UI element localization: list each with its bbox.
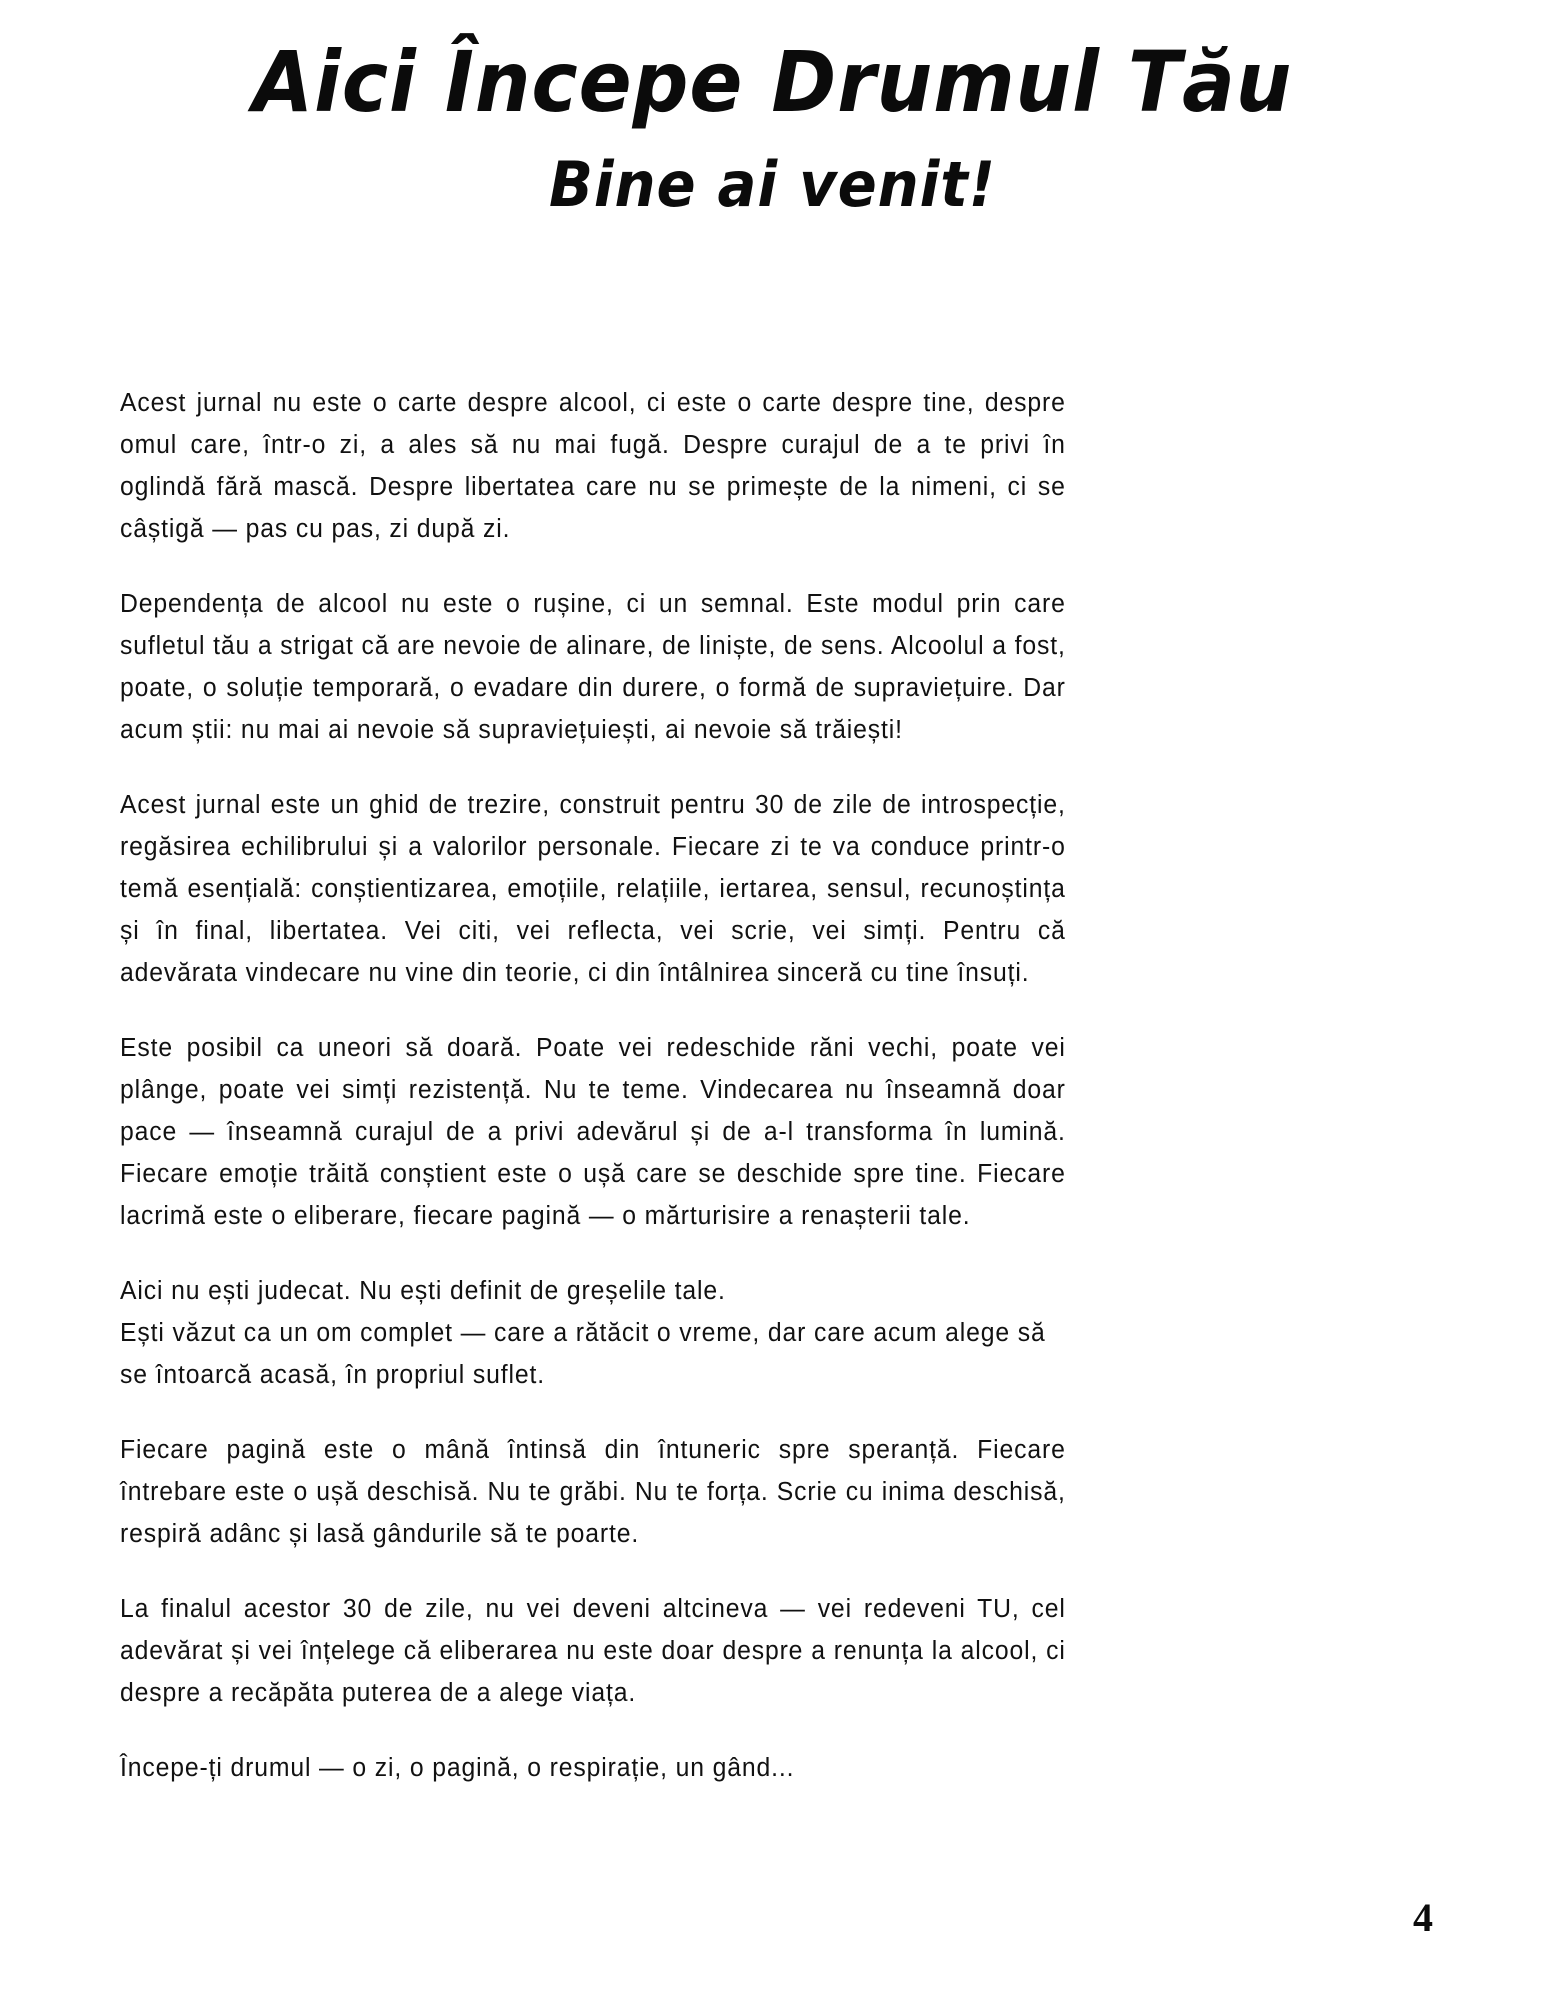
page-number: 4 xyxy=(1413,1895,1433,1940)
paragraph-8: Începe-ți drumul — o zi, o pagină, o respirație, un gând... xyxy=(120,1754,795,1782)
paragraph-6: Fiecare pagină este o mână întinsă din întuneric spre speranță. Fiecare întrebare este o ușă deschisă. Nu te grăbi. Nu te forța. Scrie cu inima deschisă, respiră adânc și lasă gândurile să te poarte. xyxy=(120,1436,1066,1548)
page-subtitle: Bine ai venit! xyxy=(548,148,997,222)
paragraph-5: Aici nu ești judecat. Nu ești definit de greșelile tale. Ești văzut ca un om complet — care a rătăcit o vreme, dar care acum alege să se întoarcă acasă, în propriul suflet. xyxy=(120,1277,1046,1389)
paragraph-3: Acest jurnal este un ghid de trezire, construit pentru 30 de zile de introspecție, regăsirea echilibrului și a valorilor personale. Fiecare zi te va conduce printr-o temă esențială: conștientizarea, emoțiile, relațiile, iertarea, sensul, recunoștința și în final, libertatea. Vei citi, vei reflecta, vei scrie, vei simți. Pentru că adevărata vindecare nu vine din teorie, ci din întâlnirea sinceră cu tine însuți. xyxy=(120,791,1066,987)
paragraph-4: Este posibil ca uneori să doară. Poate vei redeschide răni vechi, poate vei plânge, poate vei simți rezistență. Nu te teme. Vindecarea nu înseamnă doar pace — înseamnă curajul de a privi adevărul și de a-l transforma în lumină. Fiecare emoție trăită conștient este o ușă care se deschide spre tine. Fiecare lacrimă este o eliberare, fiecare pagină — o mărturisire a renașterii tale. xyxy=(120,1034,1066,1230)
title-block xyxy=(0,33,1545,222)
paragraph-1: Acest jurnal nu este o carte despre alcool, ci este o carte despre tine, despre omul care, într-o zi, a ales să nu mai fugă. Despre curajul de a te privi în oglindă fără mască. Despre libertatea care nu se primește de la nimeni, ci se câștigă — pas cu pas, zi după zi. xyxy=(120,389,1066,543)
page-title: Aici Începe Drumul Tău xyxy=(252,33,1293,131)
paragraph-2: Dependența de alcool nu este o rușine, ci un semnal. Este modul prin care sufletul tău a strigat că are nevoie de alinare, de liniște, de sens. Alcoolul a fost, poate, o soluție temporară, o evadare din durere, o formă de supraviețuire. Dar acum știi: nu mai ai nevoie să supraviețuiești, ai nevoie să trăiești! xyxy=(120,590,1066,744)
paragraph-7: La finalul acestor 30 de zile, nu vei deveni altcineva — vei redeveni TU, cel adevărat și vei înțelege că eliberarea nu este doar despre a renunța la alcool, ci despre a recăpăta puterea de a alege viața. xyxy=(120,1595,1066,1707)
body-text xyxy=(120,382,1095,1789)
